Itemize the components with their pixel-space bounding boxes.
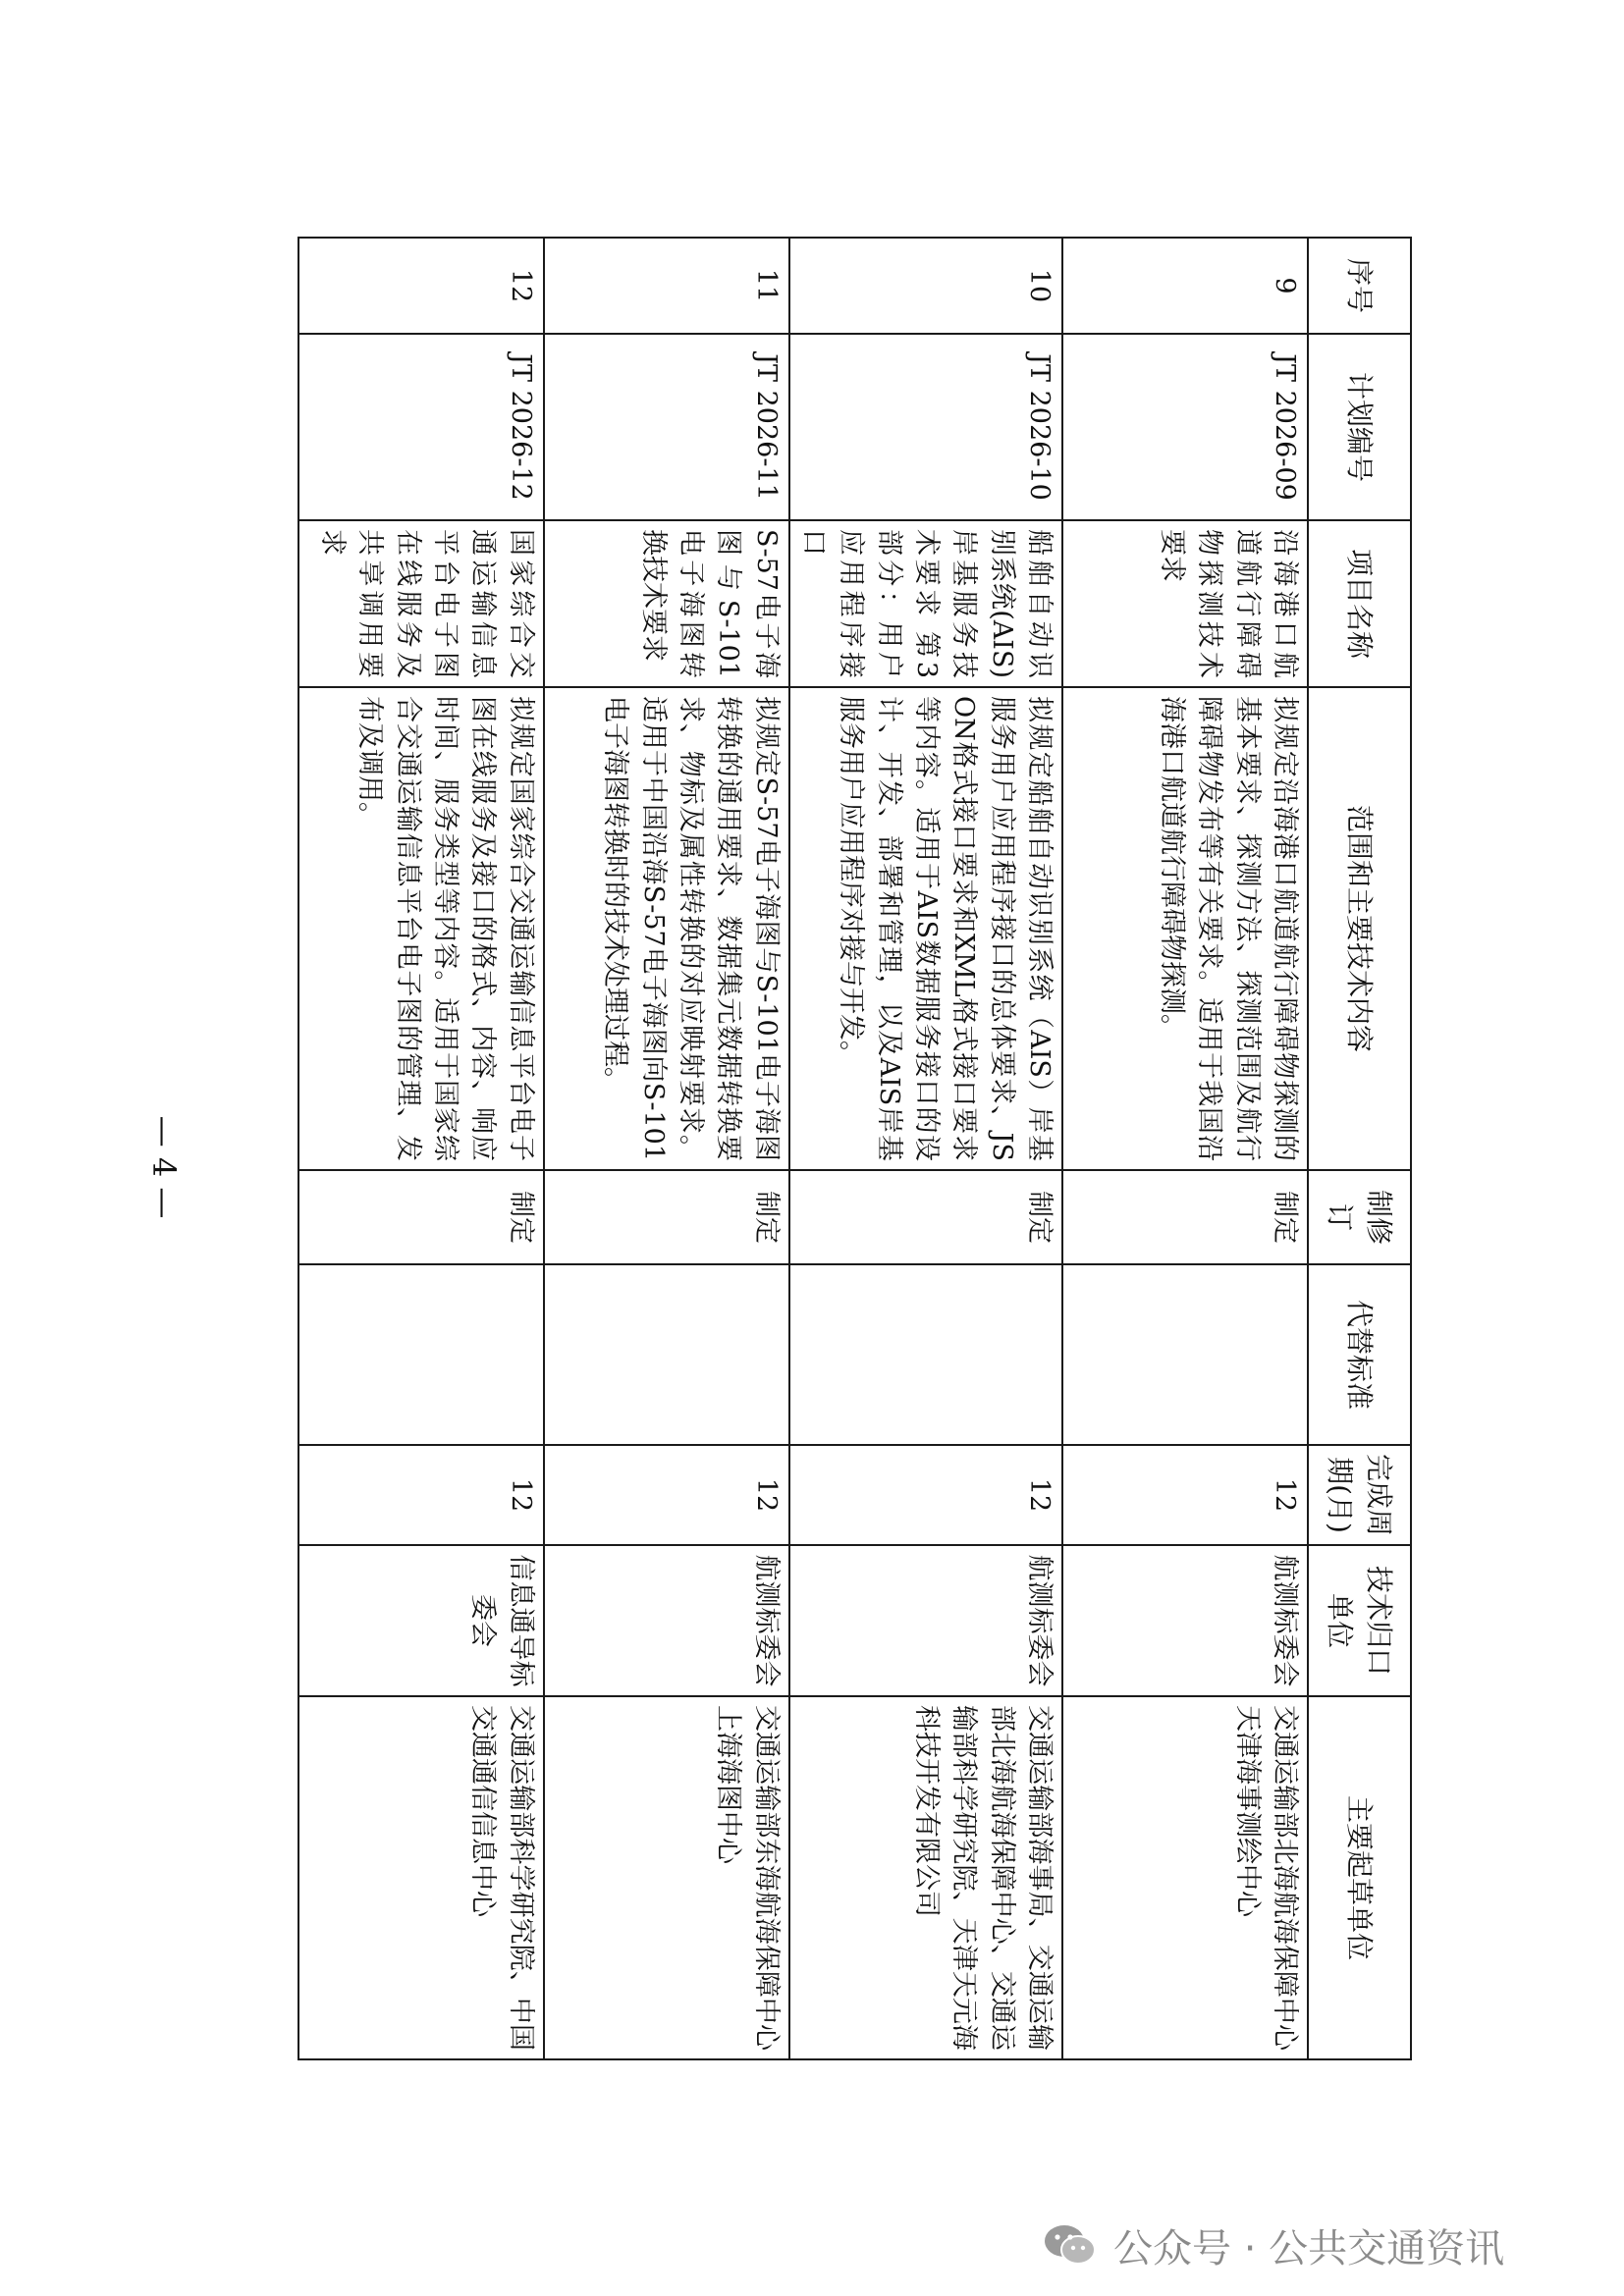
header-plan-no: 计划编号 xyxy=(1308,334,1411,520)
header-period: 完成周期(月) xyxy=(1308,1445,1411,1545)
cell-revision: 制定 xyxy=(544,1170,789,1264)
table-row xyxy=(1062,238,1308,2059)
header-drafting-unit: 主要起草单位 xyxy=(1308,1696,1411,2059)
cell-project-name: 国家综合交通运输信息平台电子图在线服务及共享调用要求 xyxy=(298,520,544,687)
cell-period: 12 xyxy=(789,1445,1062,1545)
cell-project-name: 船舶自动识别系统(AIS)岸基服务技术要求 第3部分：用户应用程序接口 xyxy=(789,520,1062,687)
cell-seq: 11 xyxy=(544,238,789,334)
cell-scope: 拟规定S-57电子海图与S-101电子海图转换的通用要求、数据集元数据转换要求、物标及属性转换的对应映射要求。适用于中国沿海S-57电子海图向S-101电子海图转换时的技术处理过程。 xyxy=(544,687,789,1170)
cell-seq: 9 xyxy=(1062,238,1308,334)
cell-tech-unit: 航测标委会 xyxy=(1062,1545,1308,1696)
table-row xyxy=(298,238,544,2059)
standards-plan-table xyxy=(298,237,1412,2060)
cell-replaces xyxy=(544,1264,789,1445)
header-replaces: 代替标准 xyxy=(1308,1264,1411,1445)
cell-replaces xyxy=(789,1264,1062,1445)
cell-scope: 拟规定沿海港口航道航行障碍物探测的基本要求、探测方法、探测范围及航行障碍物发布等有关要求。适用于我国沿海港口航道航行障碍物探测。 xyxy=(1062,687,1308,1170)
cell-scope: 拟规定船舶自动识别系统（AIS）岸基服务用户应用程序接口的总体要求、JSON格式接口要求和XML格式接口要求等内容。适用于AIS数据服务接口的设计、开发、部署和管理，以及AIS岸基服务用户应用程序对接与开发。 xyxy=(789,687,1062,1170)
rotated-landscape-page xyxy=(319,237,1412,2058)
header-revision: 制修订 xyxy=(1308,1170,1411,1264)
cell-plan-no: JT 2026-09 xyxy=(1062,334,1308,520)
cell-revision: 制定 xyxy=(1062,1170,1308,1264)
cell-plan-no: JT 2026-10 xyxy=(789,334,1062,520)
cell-period: 12 xyxy=(1062,1445,1308,1545)
cell-tech-unit: 航测标委会 xyxy=(544,1545,789,1696)
header-seq: 序号 xyxy=(1308,238,1411,334)
header-tech-unit: 技术归口单位 xyxy=(1308,1545,1411,1696)
header-scope: 范围和主要技术内容 xyxy=(1308,687,1411,1170)
cell-drafting-unit: 交通运输部海事局、交通运输部北海航海保障中心、交通运输部科学研究院、天津天元海科技开发有限公司 xyxy=(789,1696,1062,2059)
watermark-text: 公众号 · 公共交通资讯 xyxy=(1113,2225,1505,2271)
cell-revision: 制定 xyxy=(298,1170,544,1264)
table-row xyxy=(789,238,1062,2059)
cell-replaces xyxy=(1062,1264,1308,1445)
cell-plan-no: JT 2026-11 xyxy=(544,334,789,520)
cell-drafting-unit: 交通运输部东海航海保障中心上海海图中心 xyxy=(544,1696,789,2059)
cell-seq: 12 xyxy=(298,238,544,334)
cell-replaces xyxy=(298,1264,544,1445)
cell-project-name: S-57电子海图与S-101电子海图转换技术要求 xyxy=(544,520,789,687)
watermark xyxy=(1041,2216,1504,2274)
table-row xyxy=(544,238,789,2059)
wechat-logo-icon xyxy=(1041,2220,1100,2269)
cell-tech-unit: 信息通导标委会 xyxy=(298,1545,544,1696)
header-project-name: 项目名称 xyxy=(1308,520,1411,687)
cell-period: 12 xyxy=(544,1445,789,1545)
cell-drafting-unit: 交通运输部科学研究院、中国交通通信信息中心 xyxy=(298,1696,544,2059)
cell-revision: 制定 xyxy=(789,1170,1062,1264)
table-header-row xyxy=(1308,238,1411,2059)
cell-scope: 拟规定国家综合交通运输信息平台电子图在线服务及接口的格式、内容、响应时间、服务类型等内容。适用于国家综合交通运输信息平台电子图的管理、发布及调用。 xyxy=(298,687,544,1170)
cell-seq: 10 xyxy=(789,238,1062,334)
cell-period: 12 xyxy=(298,1445,544,1545)
cell-drafting-unit: 交通运输部北海航海保障中心天津海事测绘中心 xyxy=(1062,1696,1308,2059)
cell-project-name: 沿海港口航道航行障碍物探测技术要求 xyxy=(1062,520,1308,687)
cell-plan-no: JT 2026-12 xyxy=(298,334,544,520)
page-number: — 4 — xyxy=(145,1115,183,1219)
cell-tech-unit: 航测标委会 xyxy=(789,1545,1062,1696)
